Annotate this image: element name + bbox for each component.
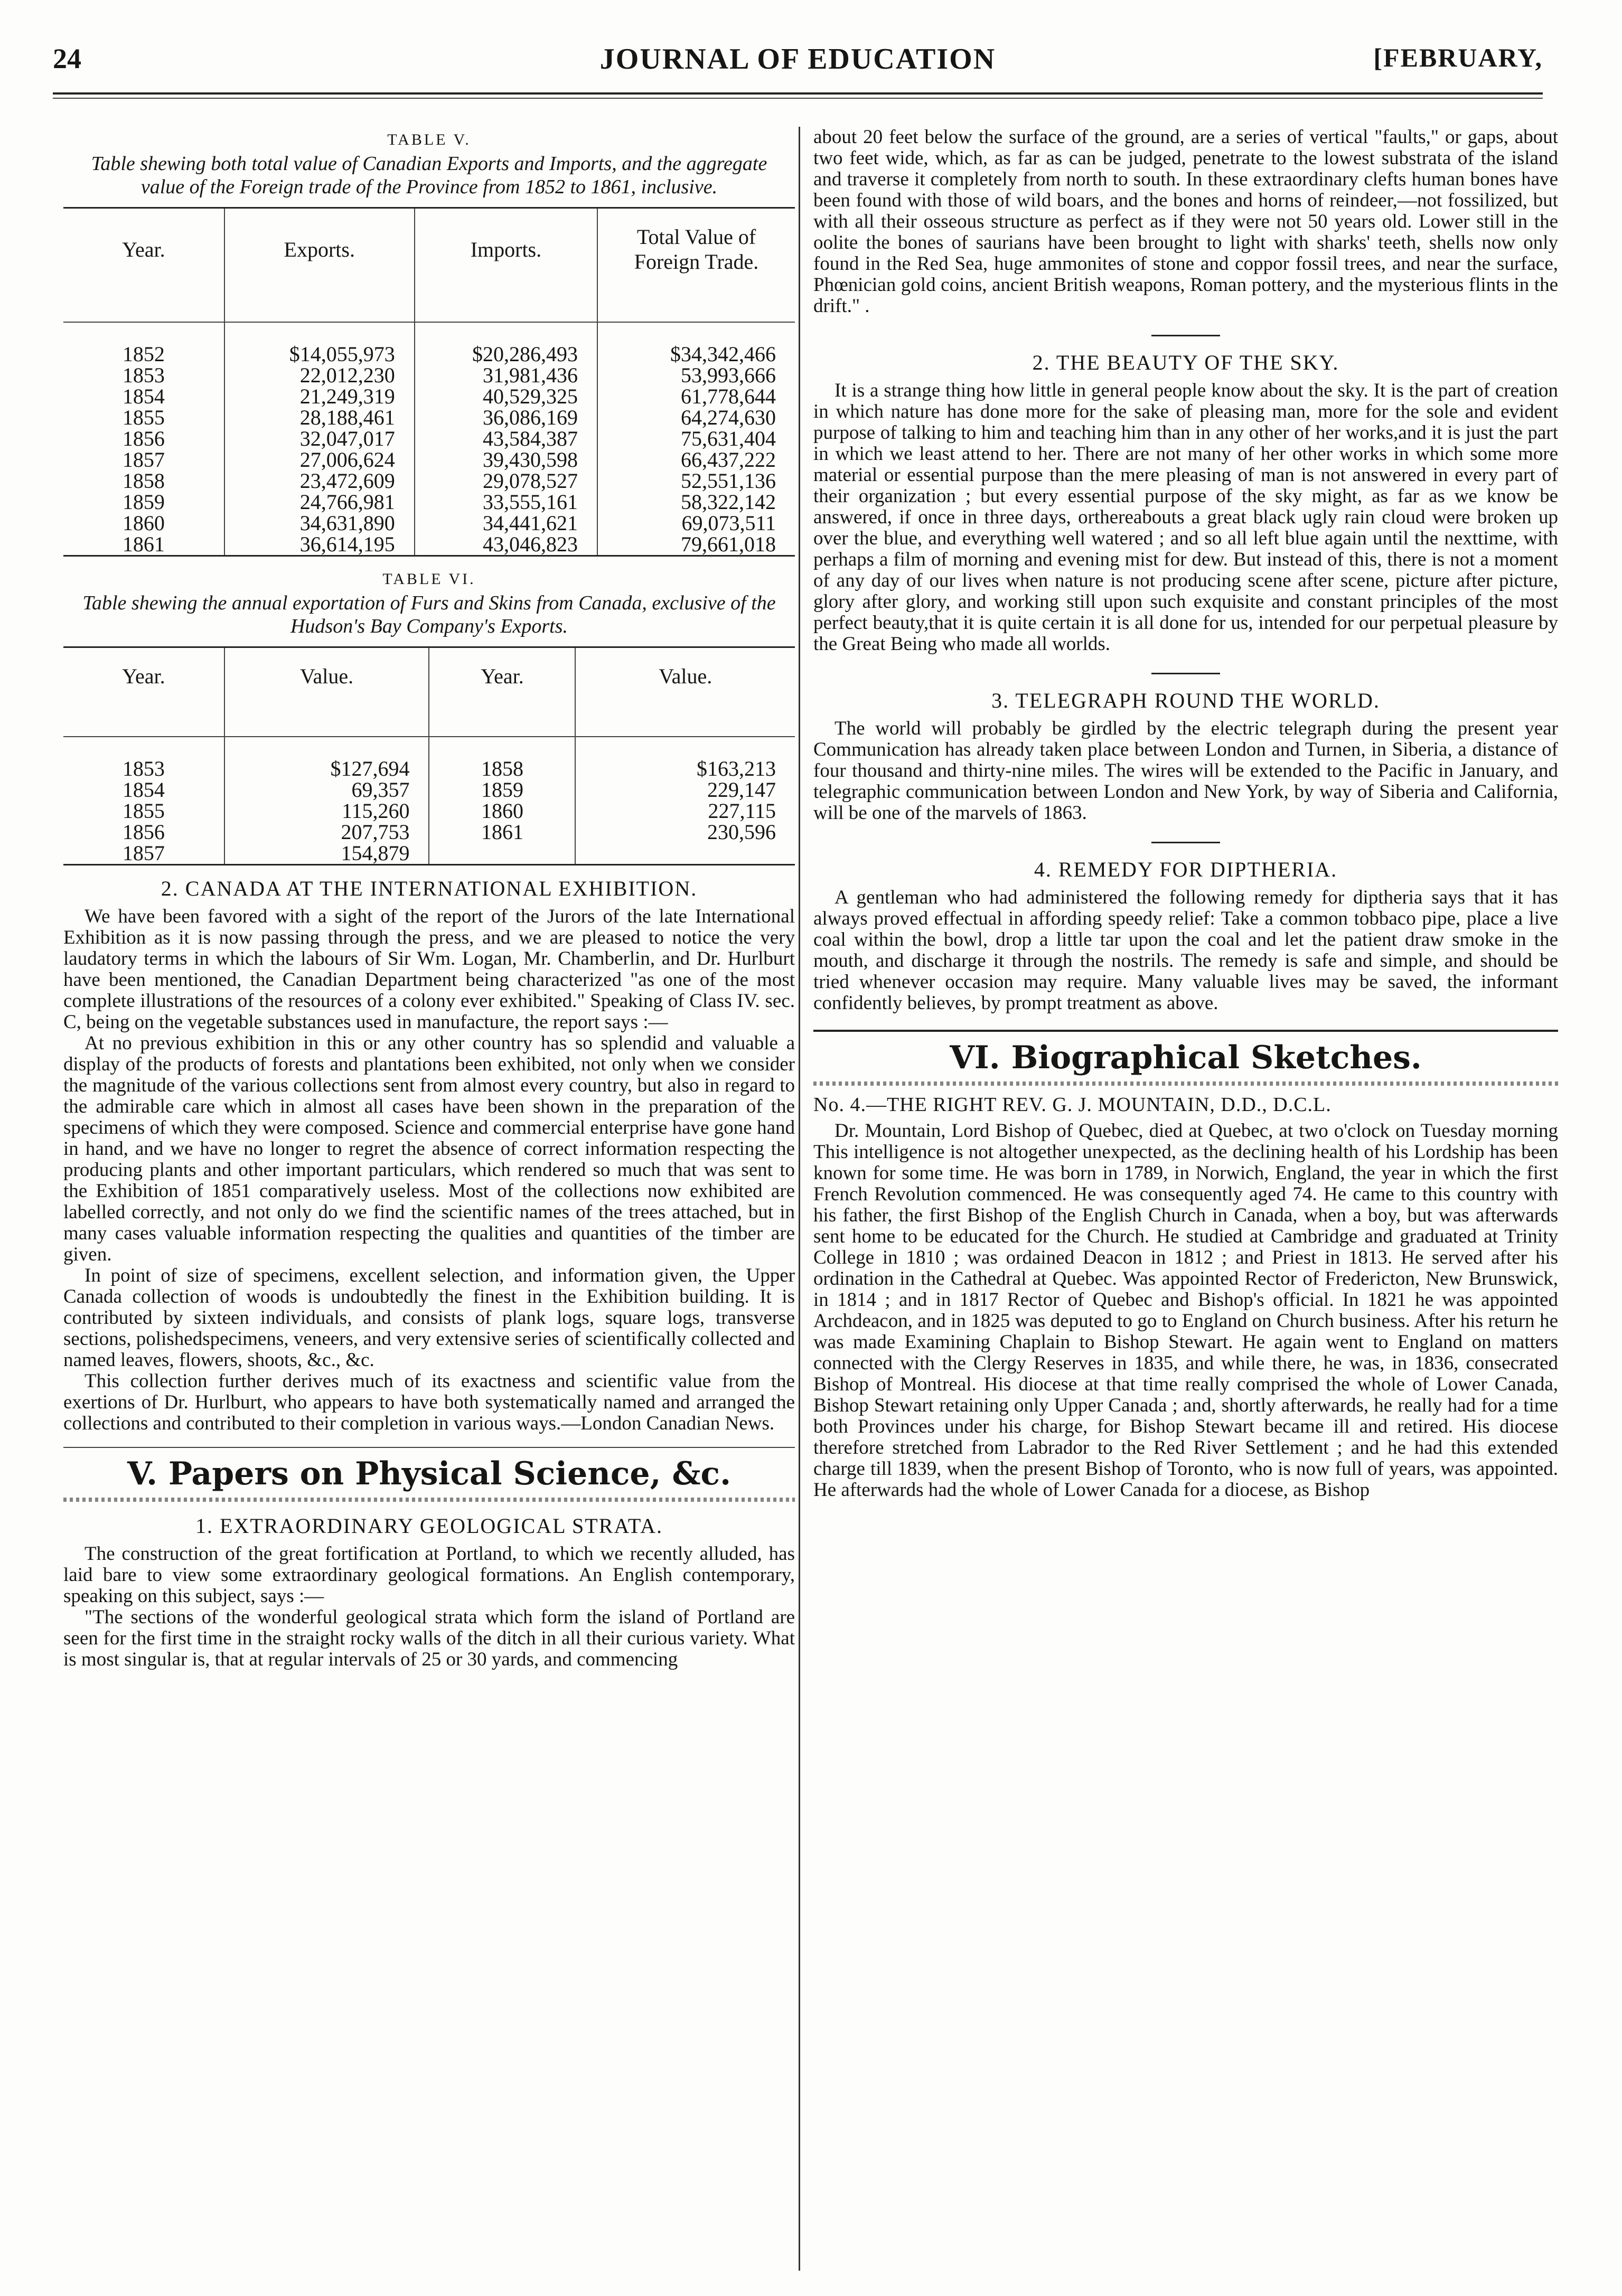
table5-cell: 1858 [122,469,165,493]
table6-cell [575,843,795,865]
table6-cell: 154,879 [224,843,429,865]
table5-caption: Table shewing both total value of Canadian Exports and Imports, and the aggregate value of the Foreign trade of the Province from 1852 to 1861, inclusive. [91,153,767,198]
header-rule-thin [53,98,1543,99]
table5-cell: 1860 [122,511,165,535]
section-heading-geological-strata: 1. EXTRAORDINARY GEOLOGICAL STRATA. [195,1514,663,1538]
table6-cell: 69,357 [224,779,429,801]
table5-cell: 21,249,319 [224,386,415,407]
table5-cell: 33,555,161 [415,492,597,513]
table5-cell: $14,055,973 [224,322,415,365]
table6-body [63,737,795,865]
table5-cell: 24,766,981 [224,492,415,513]
table5-cell: 1855 [122,406,165,429]
part-heading-physical-science: V. Papers on Physical Science, &c. [127,1455,731,1492]
page-number: 24 [53,43,81,74]
table6-cell: 1855 [122,799,165,823]
table6-col-year-b: Year. [429,647,575,737]
section-heading-diptheria: 4. REMEDY FOR DIPTHERIA. [1034,858,1338,881]
table5-row [63,534,795,556]
table5-cell: 58,322,142 [597,492,795,513]
biography-heading: No. 4.—THE RIGHT REV. G. J. MOUNTAIN, D.D., D.C.L. [813,1094,1332,1116]
table5-cell: 39,430,598 [415,449,597,471]
table5-cell: 27,006,624 [224,449,415,471]
table5-cell: 36,086,169 [415,407,597,428]
table6-row [63,801,795,822]
table5-cell: 1856 [122,427,165,450]
table6-cell: 1859 [429,779,575,801]
section-rule [813,1030,1558,1032]
table5-cell: 34,631,890 [224,513,415,534]
table5-cell: 23,472,609 [224,471,415,492]
short-rule [1151,335,1220,336]
table5-cell: 1854 [122,384,165,408]
issue-month: [FEBRUARY, [1373,43,1543,72]
table5-cell: 31,981,436 [415,365,597,386]
journal-title: JOURNAL OF EDUCATION [599,43,996,76]
table6-cell: 207,753 [224,822,429,843]
table5-row [63,492,795,513]
table5-cell: 61,778,644 [597,386,795,407]
table5-cell: 36,614,195 [224,534,415,556]
table5-cell: 69,073,511 [597,513,795,534]
table5-cell: 1859 [122,490,165,514]
table5-cell: 32,047,017 [224,428,415,449]
table6-cell [429,843,575,865]
short-rule [1151,842,1220,843]
table6-cell: $127,694 [224,737,429,779]
paragraph: Dr. Mountain, Lord Bishop of Quebec, died at Quebec, at two o'clock on Tuesday morning This intelligence is not altogether unexpected, as the declining health of his Lordship has been known for some time. He was born in 1789, in Norwich, England, the year in which the first French Revolution commenced. He was consequently aged 74. He came to this country with his father, the first Bishop of the English Church in Canada, when a boy, but was afterwards sent home to be educated for the Church. He studied at Cambridge and graduated at Trinity College in 1810 ; was ordained Deacon in 1812 ; and Priest in 1813. He served after his ordination in the Cathedral at Quebec. Was appointed Rector of Fredericton, New Brunswick, in 1814 ; and in 1817 Rector of Quebec and Bishop's official. In 1821 he was appointed Archdeacon, and in 1825 was deputed to go to England on Church business. After his return he was made Examining Chaplain to Bishop Stewart. He again went to England on matters connected with the Clergy Reserves in 1835, and while there, he was, in 1836, consecrated Bishop of Montreal. His diocese at that time really comprised the whole of Lower Canada, Bishop Stewart retaining only Upper Canada ; and, shortly afterwards, he really had for a time both Provinces under his charge, for Bishop Stewart became ill and retired. His diocese therefore stretched from Labrador to the Red River Settlement ; and he had this extended charge till 1839, when the present Bishop of Toronto, who is now full of years, was appointed. He afterwards had the whole of Lower Canada for a diocese, as Bishop [813,1120,1558,1501]
paragraph: In point of size of specimens, excellent selection, and information given, the Upper Canada collection of woods is undoubtedly the finest in the Exhibition building. It is contributed by sixteen individuals, and consists of plank logs, square logs, transverse sections, polishedspecimens, veneers, and very extensive series of scientifically collected and named leaves, flowers, shoots, &c., &c. [63,1265,795,1371]
table5-row [63,449,795,471]
header-rule [53,92,1543,95]
paragraph: The world will probably be girdled by the electric telegraph during the present year Communication has already taken place between London and Turnen, in Siberia, a distance of four thousand and thirty-nine miles. The wires will be extended to the Pacific in January, and telegraphic communication between London and New York, by way of Siberia and California, will be one of the marvels of 1863. [813,718,1558,824]
table6-cell: 1857 [122,841,165,865]
table6-cell: 1853 [122,757,165,780]
table6-cell: 227,115 [575,801,795,822]
table6-cell: 1860 [429,801,575,822]
table5-cell: 29,078,527 [415,471,597,492]
section-heading-beauty-sky: 2. THE BEAUTY OF THE SKY. [1032,351,1339,374]
table6-label: TABLE VI. [382,570,476,588]
table5-row [63,428,795,449]
table6-row [63,843,795,865]
table5-body [63,322,795,556]
table6-row [63,822,795,843]
table6-col-value-a: Value. [224,647,429,737]
table5-cell: 43,584,387 [415,428,597,449]
table5-cell: 22,012,230 [224,365,415,386]
section-rule [63,1447,795,1448]
paragraph: It is a strange thing how little in general people know about the sky. It is the part of creation in which nature has done more for the sake of pleasing man, more for the sole and evident purpose of talking to him and teaching him than in any other of her works,and it is just the part in which we least attend to her. There are not many of her other works in which some more material or essential purpose than the mere pleasing of man is not answered in every part of their organization ; but every essential purpose of the sky might, as far as we know be answered, if once in three days, orthereabouts a great black ugly rain cloud were broken up over the blue, and everything well watered ; and so all left blue again until the nexttime, with perhaps a film of morning and evening mist for dew. But instead of this, there is not a moment of any day of our lives when nature is not producing scene after scene, picture after picture, glory after glory, and working still upon such exquisite and constant principles of the most perfect beauty,that it is quite certain it is all done for us, intended for our perpetual pleasure by the Great Being who made all worlds. [813,380,1558,655]
table6-col-year-a: Year. [63,647,224,737]
ornamental-rule [63,1498,795,1502]
table5-cell: 40,529,325 [415,386,597,407]
column-divider [799,127,800,2271]
paragraph: about 20 feet below the surface of the ground, are a series of vertical "faults," or gaps, about two feet wide, which, as far as can be judged, penetrate to the lowest substrata of the island and traverse it completely from north to south. In these extraordinary clefts human bones have been found with those of wild boars, and the bones and horns of reindeer,—not fossilized, but with all their osseous structure as perfect as if they were not 50 years old. Lower still in the oolite the bones of saurians have been brought to light with sharks' teeth, shells now only found in the Red Sea, huge ammonites of stone and coppor fossil trees, and near the surface, Phœnician gold coins, ancient British weapons, Roman pottery, and the mysterious flints in the drift." . [813,126,1558,317]
table5-cell: $20,286,493 [415,322,597,365]
table5-cell: 1861 [122,532,165,556]
section-heading-canada-exhibition: 2. CANADA AT THE INTERNATIONAL EXHIBITION. [161,877,698,900]
paragraph: At no previous exhibition in this or any other country has so splendid and valuable a display of the products of forests and plantations been exhibited, not only when we consider the magnitude of the various collections sent from almost every country, but also in regard to the admirable care which in almost all cases have been shown in the preparation of the specimens of which they were composed. Science and commercial enterprise have gone hand in hand, and we have no longer to regret the absence of correct information respecting the producing plants and other important particulars, which rendered so much that was sent to the Exhibition of 1851 comparatively useless. Most of the collections now exhibited are labelled correctly, and not only do we find the scientific names of the trees attached, but in many cases valuable information respecting the qualities and quantities of the timber are given. [63,1032,795,1265]
table5-cell: 1857 [122,448,165,472]
table6-caption: Table shewing the annual exportation of Furs and Skins from Canada, exclusive of the Hudson's Bay Company's Exports. [82,592,776,637]
table5-col-year: Year. [63,208,224,323]
part-heading-biographical: VI. Biographical Sketches. [950,1039,1422,1076]
table5-row [63,365,795,386]
table5-row [63,407,795,428]
table6-cell: 115,260 [224,801,429,822]
section-heading-telegraph: 3. TELEGRAPH ROUND THE WORLD. [991,689,1380,712]
table5-cell: 79,661,018 [597,534,795,556]
table5-label: TABLE V. [387,131,471,148]
paragraph: This collection further derives much of its exactness and scientific value from the exertions of Dr. Hurlburt, who appears to have both systematically named and arranged the collections and contributed to their completion in various ways.—London Canadian News. [63,1370,795,1434]
table5-cell: 1852 [122,342,165,366]
table6-row [63,779,795,801]
short-rule [1151,673,1220,674]
table-exports-imports [63,207,795,557]
table5-row [63,513,795,534]
table6-cell: 1861 [429,822,575,843]
table6-cell: 230,596 [575,822,795,843]
paragraph: We have been favored with a sight of the report of the Jurors of the late International Exhibition as it is now passing through the press, and we are pleased to notice the very laudatory terms in which the labours of Sir Wm. Logan, Mr. Chamberlin, and Dr. Hurlburt have been mentioned, the Canadian Department being characterized "as one of the most complete illustrations of the resources of a colony ever exhibited." Speaking of Class IV. sec. C, being on the vegetable substances used in manufacture, the report says :— [63,906,795,1033]
table5-cell: 64,274,630 [597,407,795,428]
table6-cell: 229,147 [575,779,795,801]
table5-cell: 28,188,461 [224,407,415,428]
table5-col-total: Total Value of Foreign Trade. [597,208,795,323]
table5-cell: 52,551,136 [597,471,795,492]
table5-cell: $34,342,466 [597,322,795,365]
table-furs-skins [63,646,795,865]
ornamental-rule [813,1081,1558,1086]
table5-row [63,471,795,492]
table6-cell: $163,213 [575,737,795,779]
table6-row [63,737,795,779]
table6-cell: 1854 [122,778,165,802]
left-column [63,127,795,1670]
table6-cell: 1856 [122,820,165,844]
table5-cell: 53,993,666 [597,365,795,386]
table6-cell: 1858 [429,737,575,779]
table5-cell: 66,437,222 [597,449,795,471]
right-column [813,127,1558,1501]
table5-cell: 75,631,404 [597,428,795,449]
table5-cell: 34,441,621 [415,513,597,534]
table5-col-imports: Imports. [415,208,597,323]
table5-row [63,386,795,407]
running-head [53,42,1543,90]
table5-cell: 1853 [122,363,165,387]
table5-cell: 43,046,823 [415,534,597,556]
paragraph: The construction of the great fortification at Portland, to which we recently alluded, has laid bare to view some extraordinary geological formations. An English contemporary, speaking on this subject, says :— [63,1543,795,1607]
table5-col-exports: Exports. [224,208,415,323]
table6-col-value-b: Value. [575,647,795,737]
table5-row [63,322,795,365]
paragraph: "The sections of the wonderful geological strata which form the island of Portland are seen for the first time in the straight rocky walls of the ditch in all their curious variety. What is most singular is, that at regular intervals of 25 or 30 yards, and commencing [63,1606,795,1670]
paragraph: A gentleman who had administered the following remedy for diptheria says that it has always proved effectual in affording speedy relief: Take a common tobbaco pipe, place a live coal within the bowl, drop a little tar upon the coal and let the patient draw smoke in the mouth, and discharge it through the nostrils. The remedy is safe and simple, and should be tried whenever occasion may require. Many valuable lives may be saved, the informant confidently believes, by prompt treatment as above. [813,887,1558,1014]
